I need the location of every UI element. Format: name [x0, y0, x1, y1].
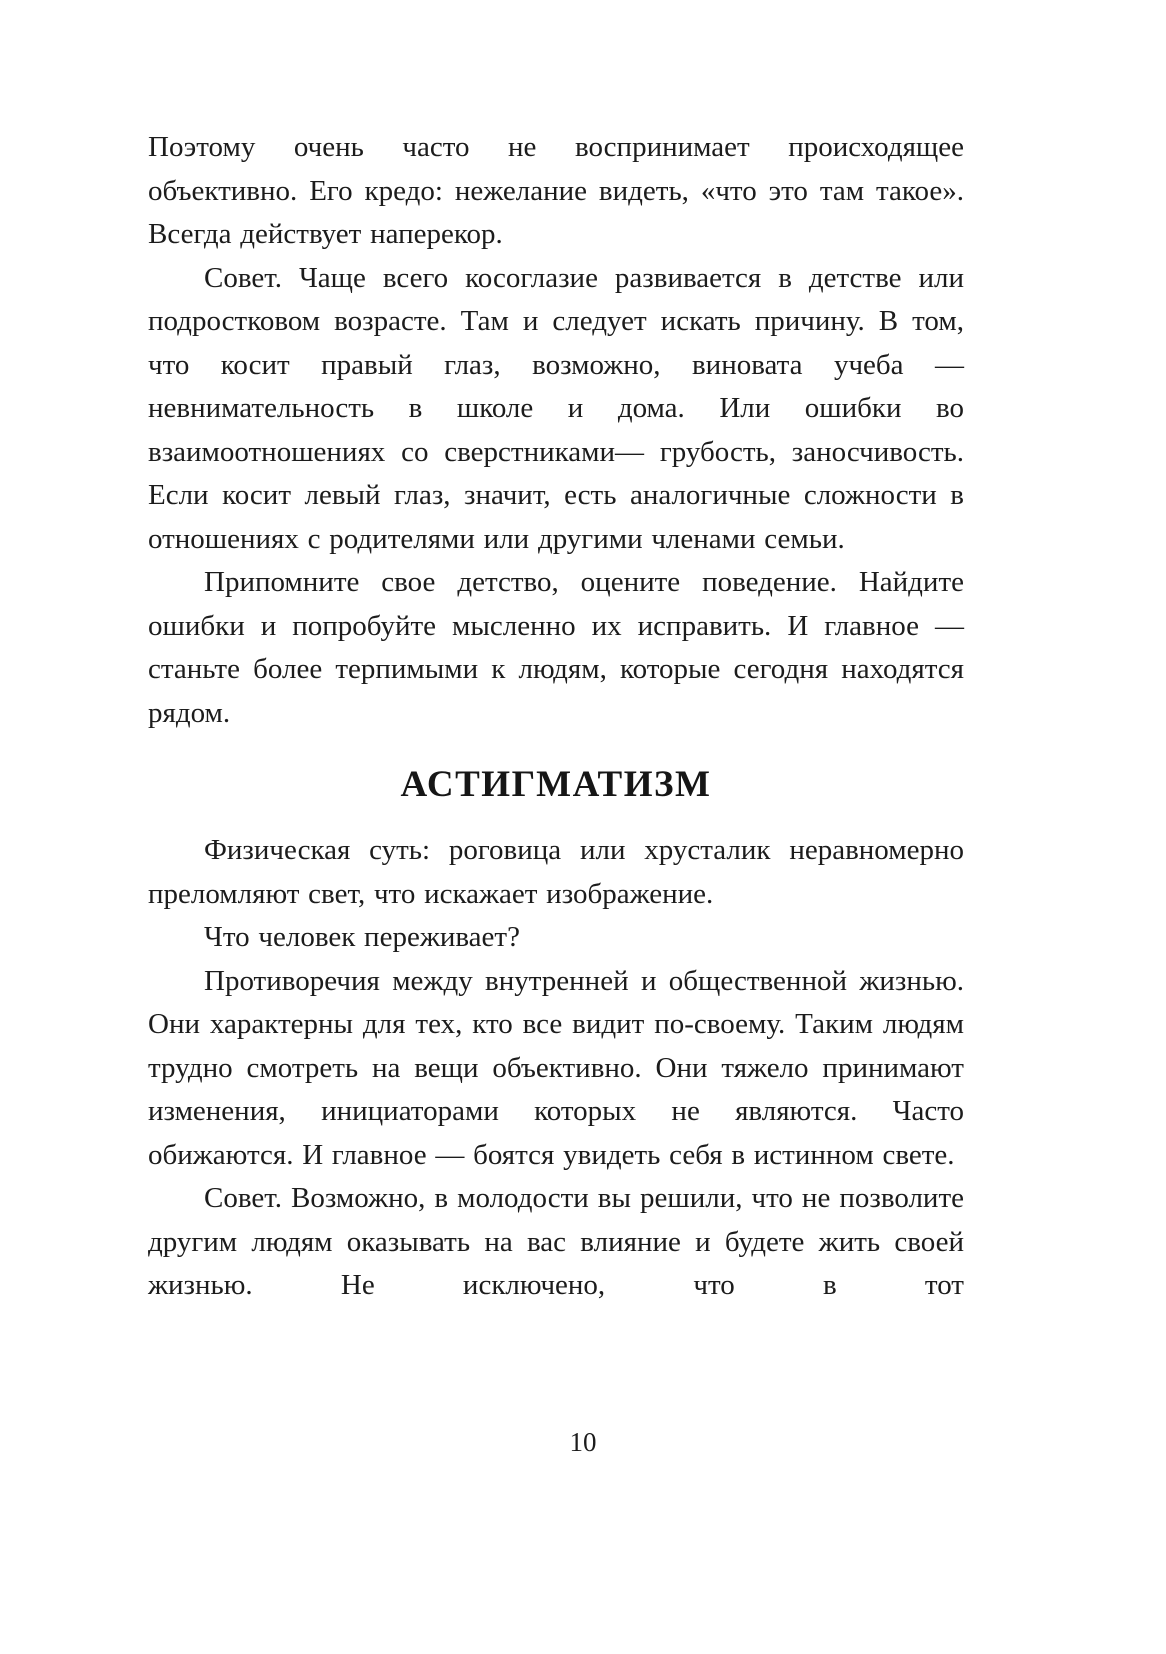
- paragraph-continuation: Поэтому очень часто не воспринимает происходящее объективно. Его кредо: нежелание видеть, «что это там такое». Всегда действует наперекор.: [148, 131, 964, 250]
- paragraph-childhood: Припомните свое детство, оцените поведение. Найдите ошибки и попробуйте мысленно их исправить. И главное — станьте более терпимыми к людям, которые сегодня находятся рядом.: [148, 566, 964, 729]
- paragraph-physical-essence: Физическая суть: роговица или хрусталик неравномерно преломляют свет, что искажает изображение.: [148, 834, 964, 910]
- text-block: [148, 126, 964, 1308]
- section-heading-astigmatism: АСТИГМАТИЗМ: [400, 764, 712, 805]
- paragraph-advice-astigmatism: Совет. Возможно, в молодости вы решили, что не позволите другим людям оказывать на вас влияние и будете жить своей жизнью. Не исключено, что в тот: [148, 1182, 964, 1301]
- page-number: 10: [569, 1427, 597, 1457]
- paragraph-advice-strabismus: Совет. Чаще всего косоглазие развивается в детстве или подростковом возрасте. Там и следует искать причину. В том, что косит правый глаз, возможно, виновата учеба — невнимательность в школе и дома. Или ошибки во взаимоотношениях со сверстниками— грубость, заносчивость. Если косит левый глаз, значит, есть аналогичные сложности в отношениях с родителями или другими членами семьи.: [148, 261, 964, 555]
- paragraph-contradictions: Противоречия между внутренней и общественной жизнью. Они характерны для тех, кто все видит по-своему. Таким людям трудно смотреть на вещи объективно. Они тяжело принимают изменения, инициаторами которых не являются. Часто обижаются. И главное — боятся увидеть себя в истинном свете.: [148, 964, 964, 1171]
- paragraph-question: Что человек переживает?: [204, 921, 520, 953]
